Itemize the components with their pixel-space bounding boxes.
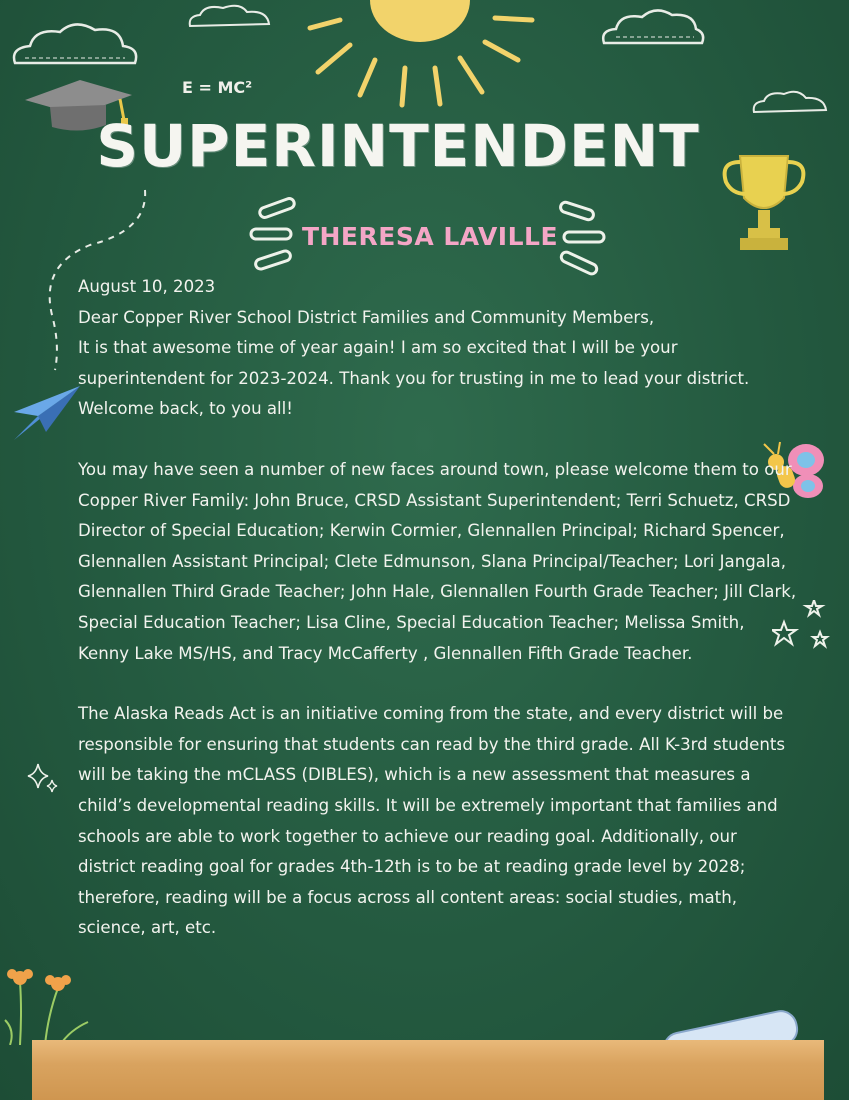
paper-plane-icon — [12, 382, 82, 444]
letter-date: August 10, 2023 — [78, 277, 216, 296]
letter-salutation: Dear Copper River School District Families and Community Members, — [78, 307, 655, 327]
sparkle-icon — [26, 762, 60, 796]
cloud-icon — [185, 2, 275, 30]
flowers-icon — [0, 960, 100, 1045]
chalk-accent-left — [245, 195, 305, 275]
superintendent-name: THERESA LAVILLE — [301, 222, 559, 251]
sun-icon — [300, 0, 540, 110]
cloud-icon — [5, 18, 145, 73]
trophy-icon — [718, 148, 808, 258]
letter-intro: It is that awesome time of year again! I am so excited that I will be your superintendent for 2023-2024. Thank you for trusting in me to lead your district. Welcome back, to you all! — [78, 338, 750, 419]
page-title: SUPERINTENDENT — [96, 112, 700, 180]
cloud-icon — [750, 88, 830, 116]
formula-text: E = MC² — [182, 78, 253, 97]
letter-reads-paragraph: The Alaska Reads Act is an initiative coming from the state, and every district will be responsible for ensuring that students can read by the third grade. All K-3rd students will be taking the mCLASS (DIBLES), which is a new assessment that measures a child’s developmental reading skills. It will be extremely important that families and schools are able to work together to achieve our reading goal. Additionally, our district reading goal for grades 4th-12th is to be at reading grade level by 2028; therefore, reading will be a focus across all content areas: social studies, math, science, art, etc. — [78, 704, 786, 938]
chalk-accent-right — [552, 200, 612, 280]
letter-body — [78, 272, 798, 944]
chalk-ledge — [32, 1040, 824, 1100]
letter-staff-paragraph: You may have seen a number of new faces around town, please welcome them to our Copper River Family: John Bruce, CRSD Assistant Superintendent; Terri Schuetz, CRSD Director of Special Education; Kerwin Cormier, Glennallen Principal; Richard Spencer, Glennallen Assistant Principal; Clete Edmunson, Slana Principal/Teacher; Lori Jangala, Glennallen Third Grade Teacher; John Hale, Glennallen Fourth Grade Teacher; Jill Clark, Special Education Teacher; Lisa Cline, Special Education Teacher; Melissa Smith, Kenny Lake MS/HS, and Tracy McCafferty , Glennallen Fifth Grade Teacher. — [78, 459, 797, 663]
cloud-icon — [598, 5, 708, 50]
